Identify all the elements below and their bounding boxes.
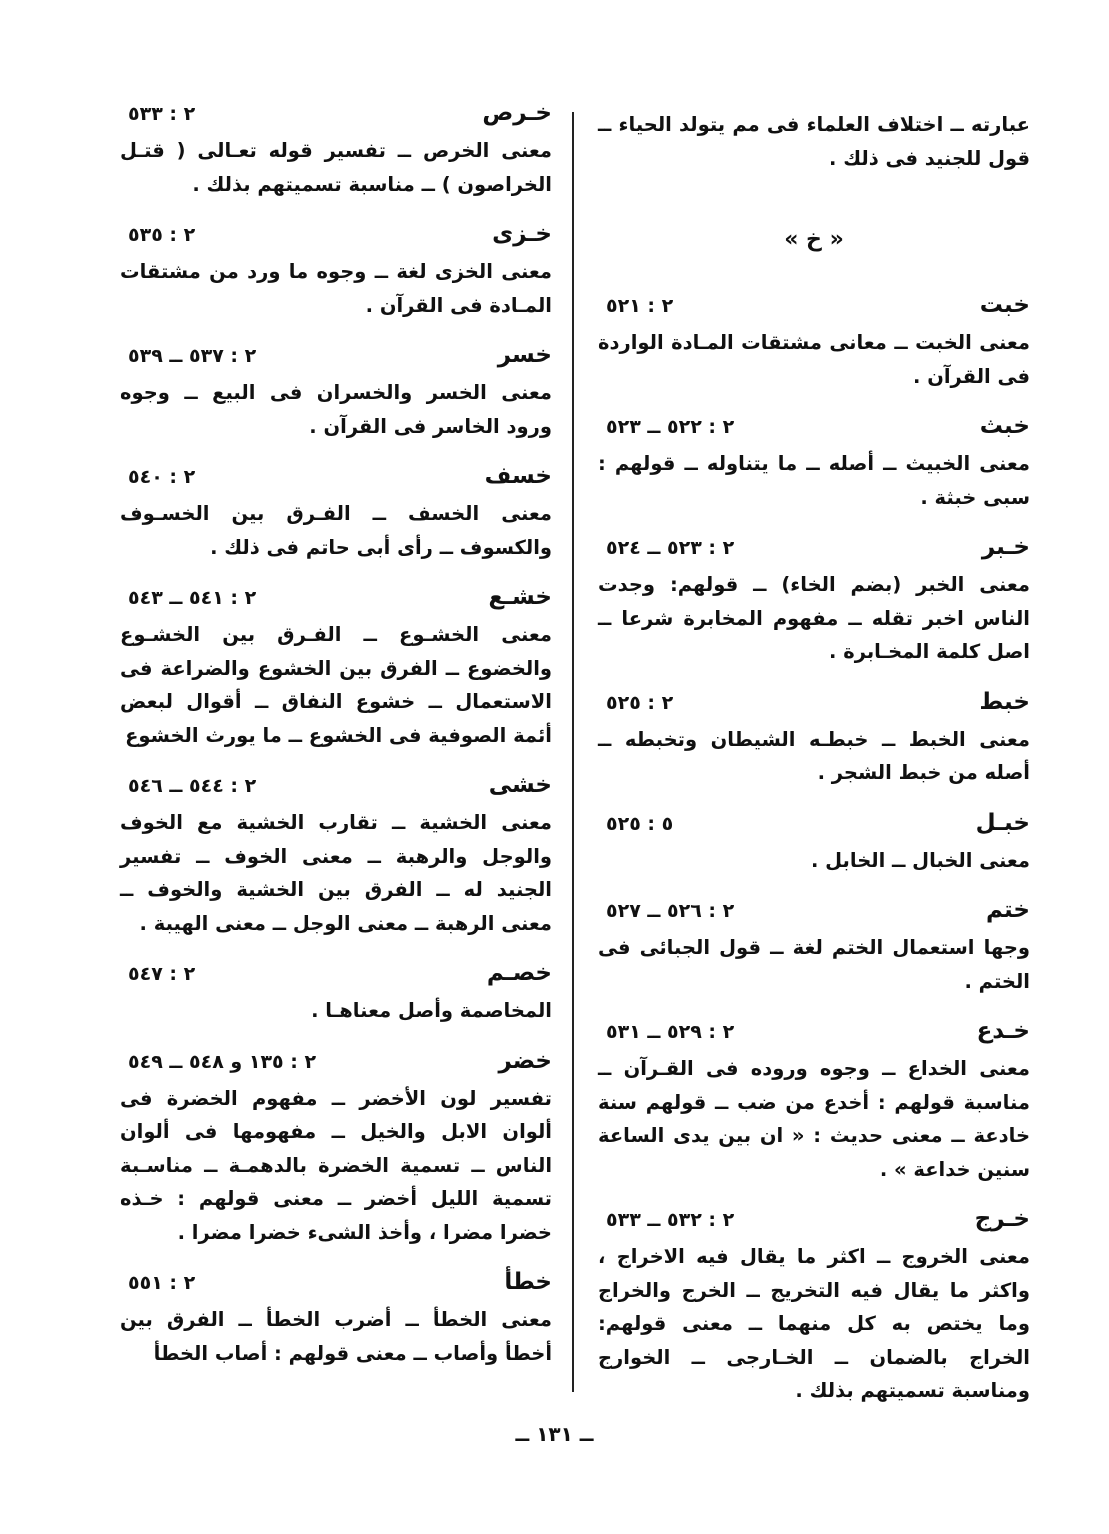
index-entry bbox=[120, 221, 552, 322]
intro-text: عبارته ــ اختلاف العلماء فى مم يتولد الحياء ــ قول للجنيد فى ذلك . bbox=[598, 113, 1030, 170]
entry-ref: ٢ : ٥٢١ bbox=[606, 295, 674, 317]
entry-title: خبـل bbox=[975, 809, 1030, 836]
entry-ref: ٢ : ٥٢٩ ــ ٥٣١ bbox=[606, 1021, 735, 1043]
entry-body: معنى الخبال ــ الخابل . bbox=[810, 848, 1030, 872]
index-entry bbox=[120, 584, 552, 752]
index-entry bbox=[598, 413, 1030, 514]
index-entry bbox=[598, 292, 1030, 393]
entry-body: تفسير لون الأخضر ــ مفهوم الخضرة فى ألوان الابل والخيل ــ مفهومها فى ألوان الناس ــ تسمية الخضرة بالدهمـة ــ مناسـبة تسمية الليل أخضر ــ معنى قولهم : خـذه خضرا مضرا ، وأخذ الشىء خضرا مضرا . bbox=[120, 1086, 552, 1244]
index-entry bbox=[120, 772, 552, 940]
entry-title: خسر bbox=[497, 342, 552, 368]
entry-ref: ٢ : ٥٤١ ــ ٥٤٣ bbox=[128, 587, 257, 609]
entry-ref: ٢ : ٥٢٣ ــ ٥٢٤ bbox=[606, 537, 735, 559]
index-entry bbox=[598, 689, 1030, 790]
index-entry bbox=[598, 1018, 1030, 1186]
entry-ref: ٢ : ٥٤٤ ــ ٥٤٦ bbox=[128, 775, 257, 797]
section-letter: « خ » bbox=[784, 227, 844, 252]
entry-body: معنى الخبيث ــ أصله ــ ما يتناوله ــ قولهم : سبى خبثة . bbox=[598, 452, 1030, 509]
entry-title: خسف bbox=[484, 463, 552, 489]
entry-body: معنى الخداع ــ وجوه وروده فى القـرآن ــ مناسبة قولهم : أخدع من ضب ــ قولهم سنة خادعة ــ معنى حديث : « ان بين يدى الساعة سنين خداعة » . bbox=[598, 1057, 1030, 1181]
entry-body: المخاصمة وأصل معناهـا . bbox=[311, 999, 552, 1022]
entry-ref: ٢ : ٥٣٧ ــ ٥٣٩ bbox=[128, 345, 257, 367]
entry-title: خـدع bbox=[976, 1018, 1030, 1044]
index-entry bbox=[598, 534, 1030, 669]
page-number: ــ ١٣١ ــ bbox=[515, 1422, 594, 1446]
index-entry bbox=[598, 897, 1030, 998]
entry-title: خبت bbox=[979, 292, 1030, 318]
entry-body: معنى الخبط ــ خبطـه الشيطان وتخبطه ــ أصله من خبط الشجر . bbox=[598, 727, 1030, 784]
entry-title: ختم bbox=[985, 897, 1030, 923]
entry-title: خـرص bbox=[482, 100, 552, 126]
entry-body: معنى الخسر والخسران فى البيع ــ وجوه ورود الخاسر فى القرآن . bbox=[120, 381, 552, 438]
entry-body: وجها استعمال الختم لغة ــ قول الجبائى فى الختم . bbox=[598, 936, 1030, 993]
entry-title: خشـع bbox=[488, 584, 552, 610]
index-entry bbox=[598, 810, 1030, 878]
index-entry bbox=[120, 100, 552, 201]
entry-body: معنى الخبت ــ معانى مشتقات المـادة الواردة فى القرآن . bbox=[598, 331, 1030, 388]
index-entry bbox=[598, 1206, 1030, 1408]
entry-title: خـبر bbox=[981, 534, 1030, 560]
index-entry bbox=[120, 342, 552, 443]
entry-body: معنى الخروج ــ اكثر ما يقال فيه الاخراج ، واكثر ما يقال فيه التخريج ــ الخرج والخراج وما يختص به كل منهما ــ معنى قولهم: الخراج بالضمان ــ الخـارجى ــ الخوارج ومناسبة تسميتهم بذلك . bbox=[598, 1245, 1030, 1402]
entry-title: خبث bbox=[979, 413, 1030, 439]
entry-body: معنى الخطأ ــ أضرب الخطأ ــ الفرق بين أخطأ وأصاب ــ معنى قولهم : أصاب الخطأ bbox=[120, 1308, 552, 1365]
entry-ref: ٢ : ٥٣٥ bbox=[128, 224, 196, 246]
entry-ref: ٢ : ٥٢٢ ــ ٥٢٣ bbox=[606, 416, 735, 438]
entry-title: خبط bbox=[979, 688, 1030, 715]
entry-body: معنى الخسف ــ الفـرق بين الخسـوف والكسوف ــ رأى أبى حاتم فى ذلك . bbox=[120, 502, 552, 559]
index-entry bbox=[120, 960, 552, 1028]
entry-ref: ٢ : ٥٤٧ bbox=[128, 963, 196, 985]
entry-title: خشى bbox=[488, 772, 552, 798]
entry-ref: ٥ : ٥٢٥ bbox=[606, 812, 674, 835]
entry-body: معنى الخزى لغة ــ وجوه ما ورد من مشتقات المـادة فى القرآن . bbox=[120, 260, 552, 317]
index-entry bbox=[120, 1048, 552, 1250]
column-divider bbox=[572, 112, 574, 1392]
entry-ref: ٢ : ٥٣٣ bbox=[128, 103, 196, 125]
entry-ref: ٢ : ٥٤٠ bbox=[128, 466, 196, 488]
entry-title: خضر bbox=[498, 1047, 552, 1074]
entry-ref: ٢ : ٥٣٢ ــ ٥٣٣ bbox=[606, 1209, 735, 1231]
index-entry bbox=[120, 463, 552, 564]
entry-title: خـرج bbox=[974, 1206, 1030, 1232]
entry-body: معنى الخرص ــ تفسير قوله تعـالى ( قتـل الخراصون ) ــ مناسبة تسميتهم بذلك . bbox=[120, 139, 552, 196]
entry-ref: ٢ : ٥٥١ bbox=[128, 1272, 196, 1294]
entry-title: خطأ bbox=[504, 1269, 552, 1295]
entry-title: خـزى bbox=[492, 221, 552, 247]
entry-title: خصـم bbox=[486, 960, 552, 986]
entry-body: معنى الخشية ــ تقارب الخشية مع الخوف والوجل والرهبة ــ معنى الخوف ــ تفسير الجنيد له ــ الفرق بين الخشية والخوف ــ معنى الرهبة ــ معنى الوجل ــ معنى الهيبة . bbox=[120, 811, 552, 935]
right-column bbox=[598, 100, 1030, 1428]
entry-ref: ٢ : ٥٢٦ ــ ٥٢٧ bbox=[606, 900, 735, 922]
entry-body: معنى الخبر (بضم الخاء) ــ قولهم: وجدت الناس اخبر تقله ــ مفهوم المخابرة شرعا ــ اصل كلمة المخـابرة . bbox=[598, 573, 1030, 663]
entry-ref: ٢ : ١٣٥ و ٥٤٨ ــ ٥٤٩ bbox=[128, 1050, 317, 1073]
index-entry bbox=[120, 1269, 552, 1370]
entry-body: معنى الخشـوع ــ الفـرق بين الخشـوع والخضوع ــ الفرق بين الخشوع والضراعة فى الاستعمال ــ خشوع النفاق ــ أقوال لبعض أئمة الصوفية فى الخشوع ــ ما يورث الخشوع bbox=[120, 623, 552, 747]
entry-ref: ٢ : ٥٢٥ bbox=[606, 691, 674, 714]
left-column bbox=[120, 100, 552, 1390]
